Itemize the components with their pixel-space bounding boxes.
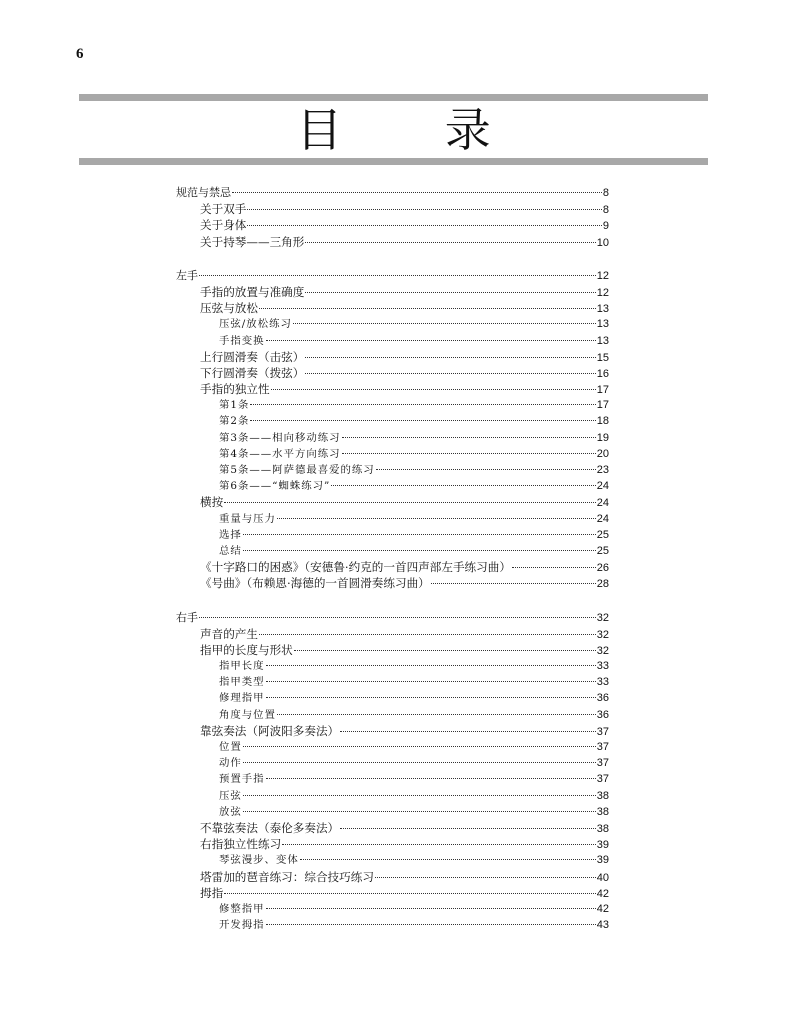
dot-leader	[305, 292, 595, 293]
toc-chapter[interactable]	[176, 185, 609, 201]
toc-entry-page: 8	[602, 187, 609, 199]
toc-entry[interactable]	[176, 217, 609, 233]
toc-entry-page: 32	[596, 611, 609, 624]
toc-entry[interactable]	[176, 559, 609, 575]
toc-section	[176, 610, 609, 934]
toc-entry-label: 《十字路口的困惑》（安德鲁·约克的一首四声部左手练习曲）	[200, 560, 511, 575]
dot-leader	[293, 323, 596, 324]
toc-entry-page: 32	[596, 644, 609, 657]
toc-entry[interactable]	[176, 642, 609, 658]
dot-leader	[243, 762, 596, 763]
dot-leader	[305, 242, 595, 243]
toc-entry[interactable]	[176, 316, 609, 332]
toc-entry-label: 第4条——水平方向练习	[219, 447, 341, 460]
toc-entry-label: 修整指甲	[219, 902, 265, 915]
toc-entry-label: 右手	[176, 610, 198, 624]
toc-entry-label: 琴弦漫步、变体	[219, 854, 299, 867]
dot-leader	[224, 893, 596, 894]
page-number: 6	[76, 46, 84, 62]
toc-entry-page: 42	[596, 887, 609, 900]
dot-leader	[243, 811, 596, 812]
toc-entry-page: 37	[596, 741, 609, 753]
toc-entry-page: 36	[596, 708, 609, 721]
toc-entry-label: 声音的产生	[200, 626, 258, 641]
dot-leader	[243, 795, 596, 796]
toc-entry[interactable]	[176, 478, 609, 494]
toc-entry-page: 38	[596, 789, 609, 802]
toc-entry[interactable]	[176, 869, 609, 885]
toc-entry-page: 12	[596, 286, 609, 299]
toc-entry-label: 选择	[219, 528, 242, 541]
dot-leader	[342, 437, 596, 438]
dot-leader	[266, 778, 596, 779]
toc-entry[interactable]	[176, 430, 609, 446]
dot-leader	[243, 534, 596, 535]
dot-leader	[199, 617, 596, 618]
toc-entry-label: 位置	[219, 741, 242, 753]
toc-entry-page: 10	[596, 236, 609, 249]
toc-entry-page: 13	[596, 303, 609, 316]
toc-entry[interactable]	[176, 771, 609, 787]
dot-leader	[340, 828, 596, 829]
toc-entry-page: 17	[596, 384, 609, 397]
toc-entry[interactable]	[176, 885, 609, 901]
toc-entry-label: 放弦	[219, 805, 242, 818]
toc-entry-page: 33	[596, 660, 609, 673]
toc-entry-page: 39	[596, 854, 609, 867]
dot-leader	[305, 373, 595, 374]
toc-entry-page: 37	[596, 773, 609, 786]
toc-entry-page: 15	[596, 351, 609, 364]
toc-entry[interactable]	[176, 365, 609, 381]
toc-entry-label: 总结	[219, 544, 242, 557]
toc-entry-label: 压弦与放松	[200, 301, 258, 316]
toc-entry-label: 重量与压力	[219, 512, 276, 525]
toc-entry-label: 《号曲》（布赖恩·海德的一首圆滑奏练习曲）	[200, 576, 430, 591]
toc-entry-page: 24	[596, 480, 609, 493]
toc-entry-page: 17	[596, 399, 609, 412]
toc-entry[interactable]	[176, 788, 609, 804]
toc-entry-page: 37	[596, 725, 609, 738]
dot-leader	[247, 225, 601, 226]
dot-leader	[305, 357, 595, 358]
toc-entry-page: 20	[596, 447, 609, 460]
toc-entry[interactable]	[176, 820, 609, 836]
toc-entry[interactable]	[176, 300, 609, 316]
toc-entry-label: 关于持琴——三角形	[200, 234, 305, 249]
toc-entry[interactable]	[176, 543, 609, 559]
toc-entry[interactable]	[176, 723, 609, 739]
dot-leader	[266, 908, 596, 909]
dot-leader	[243, 550, 596, 551]
toc-entry[interactable]	[176, 658, 609, 674]
toc-entry-label: 关于双手	[200, 202, 247, 217]
dot-leader	[282, 844, 596, 845]
toc-entry[interactable]	[176, 397, 609, 413]
dot-leader	[376, 469, 596, 470]
toc-entry-page: 25	[596, 544, 609, 557]
toc-entry-label: 第1条	[219, 399, 250, 412]
dot-leader	[277, 714, 596, 715]
toc-entry-label: 关于身体	[200, 218, 247, 233]
toc-entry[interactable]	[176, 852, 609, 868]
dot-leader	[224, 502, 596, 503]
toc-entry-label: 手指的放置与准确度	[200, 284, 305, 299]
toc-entry-label: 指甲长度	[219, 660, 265, 673]
toc-entry[interactable]	[176, 707, 609, 723]
dot-leader	[266, 697, 596, 698]
dot-leader	[266, 665, 596, 666]
toc-entry[interactable]	[176, 626, 609, 642]
dot-leader	[512, 567, 596, 568]
toc-entry-label: 左手	[176, 268, 198, 282]
dot-leader	[431, 583, 596, 584]
table-of-contents	[176, 185, 609, 933]
toc-entry-label: 右指独立性练习	[200, 837, 282, 852]
toc-entry-label: 靠弦奏法（阿波阳多奏法）	[200, 723, 340, 738]
toc-entry-label: 上行圆滑奏（击弦）	[200, 349, 305, 364]
toc-entry-label: 压弦/放松练习	[219, 318, 292, 331]
toc-entry-page: 18	[596, 415, 609, 428]
dot-leader	[243, 746, 596, 747]
toc-entry-page: 28	[596, 578, 609, 591]
toc-entry-label: 拇指	[200, 885, 224, 900]
toc-entry-page: 37	[596, 757, 609, 770]
toc-entry-page: 43	[596, 919, 609, 932]
toc-entry-page: 19	[596, 431, 609, 444]
dot-leader	[277, 518, 596, 519]
toc-entry-page: 36	[596, 692, 609, 705]
toc-entry-page: 25	[596, 528, 609, 541]
toc-entry-label: 修理指甲	[219, 692, 265, 705]
toc-entry[interactable]	[176, 690, 609, 706]
page-title: 目 录	[296, 103, 535, 157]
toc-entry[interactable]	[176, 381, 609, 397]
toc-entry-label: 不靠弦奏法（泰伦多奏法）	[200, 820, 340, 835]
dot-leader	[342, 453, 596, 454]
toc-entry[interactable]	[176, 527, 609, 543]
toc-entry-page: 26	[596, 562, 609, 575]
toc-entry-page: 16	[596, 367, 609, 380]
toc-entry-page: 32	[596, 628, 609, 641]
toc-entry[interactable]	[176, 917, 609, 933]
dot-leader	[266, 924, 596, 925]
toc-entry-label: 手指变换	[219, 334, 265, 347]
toc-entry-label: 第3条——相向移动练习	[219, 431, 341, 444]
toc-entry[interactable]	[176, 201, 609, 217]
dot-leader	[232, 192, 602, 193]
toc-entry-page: 24	[596, 512, 609, 525]
toc-entry-label: 第6条——“蜘蛛练习”	[219, 480, 331, 493]
toc-entry-label: 指甲类型	[219, 676, 265, 689]
toc-entry-label: 角度与位置	[219, 708, 276, 721]
toc-entry-label: 第2条	[219, 415, 250, 428]
toc-entry-page: 42	[596, 902, 609, 915]
dot-leader	[247, 209, 601, 210]
toc-entry-page: 13	[596, 318, 609, 331]
toc-entry[interactable]	[176, 836, 609, 852]
toc-entry[interactable]	[176, 804, 609, 820]
toc-entry[interactable]	[176, 446, 609, 462]
toc-entry[interactable]	[176, 333, 609, 349]
dot-leader	[271, 389, 596, 390]
toc-entry-label: 横按	[200, 495, 224, 510]
dot-leader	[331, 485, 595, 486]
toc-entry-page: 9	[602, 220, 609, 233]
toc-entry[interactable]	[176, 462, 609, 478]
toc-entry-label: 开发拇指	[219, 919, 265, 932]
toc-entry-label: 预置手指	[219, 773, 265, 786]
dot-leader	[266, 340, 596, 341]
toc-entry[interactable]	[176, 413, 609, 429]
toc-entry-label: 规范与禁忌	[176, 186, 231, 199]
toc-entry-label: 下行圆滑奏（拨弦）	[200, 365, 305, 380]
toc-entry-page: 12	[596, 269, 609, 282]
toc-entry[interactable]	[176, 284, 609, 300]
title-bottom-rule	[79, 158, 708, 165]
toc-entry-page: 8	[602, 204, 609, 217]
toc-entry-page: 40	[596, 871, 609, 884]
toc-entry-page: 13	[596, 334, 609, 347]
toc-entry[interactable]	[176, 755, 609, 771]
toc-entry-page: 39	[596, 839, 609, 852]
toc-entry[interactable]	[176, 739, 609, 755]
toc-entry[interactable]	[176, 575, 609, 591]
toc-entry-label: 塔雷加的琶音练习：综合技巧练习	[200, 869, 374, 884]
toc-chapter[interactable]	[176, 610, 609, 626]
dot-leader	[266, 681, 596, 682]
toc-entry[interactable]	[176, 674, 609, 690]
toc-entry-page: 38	[596, 805, 609, 818]
toc-section	[176, 268, 609, 592]
toc-entry[interactable]	[176, 234, 609, 250]
dot-leader	[375, 877, 596, 878]
dot-leader	[250, 420, 595, 421]
toc-entry-page: 23	[596, 464, 609, 476]
toc-entry-page: 24	[596, 497, 609, 510]
title-top-rule	[79, 94, 708, 101]
dot-leader	[259, 308, 596, 309]
dot-leader	[294, 650, 596, 651]
toc-entry[interactable]	[176, 511, 609, 527]
toc-entry-label: 动作	[219, 757, 242, 770]
toc-entry[interactable]	[176, 349, 609, 365]
toc-entry-label: 第5条——阿萨德最喜爱的练习	[219, 464, 375, 476]
dot-leader	[300, 859, 596, 860]
toc-entry-label: 压弦	[219, 789, 242, 802]
toc-entry-page: 33	[596, 676, 609, 689]
toc-entry-label: 手指的独立性	[200, 382, 270, 397]
dot-leader	[199, 275, 596, 276]
toc-entry-label: 指甲的长度与形状	[200, 642, 293, 657]
toc-entry-page: 38	[596, 822, 609, 835]
toc-entry[interactable]	[176, 494, 609, 510]
toc-entry[interactable]	[176, 901, 609, 917]
dot-leader	[259, 634, 596, 635]
dot-leader	[340, 731, 596, 732]
dot-leader	[250, 404, 595, 405]
toc-chapter[interactable]	[176, 268, 609, 284]
toc-section	[176, 185, 609, 250]
